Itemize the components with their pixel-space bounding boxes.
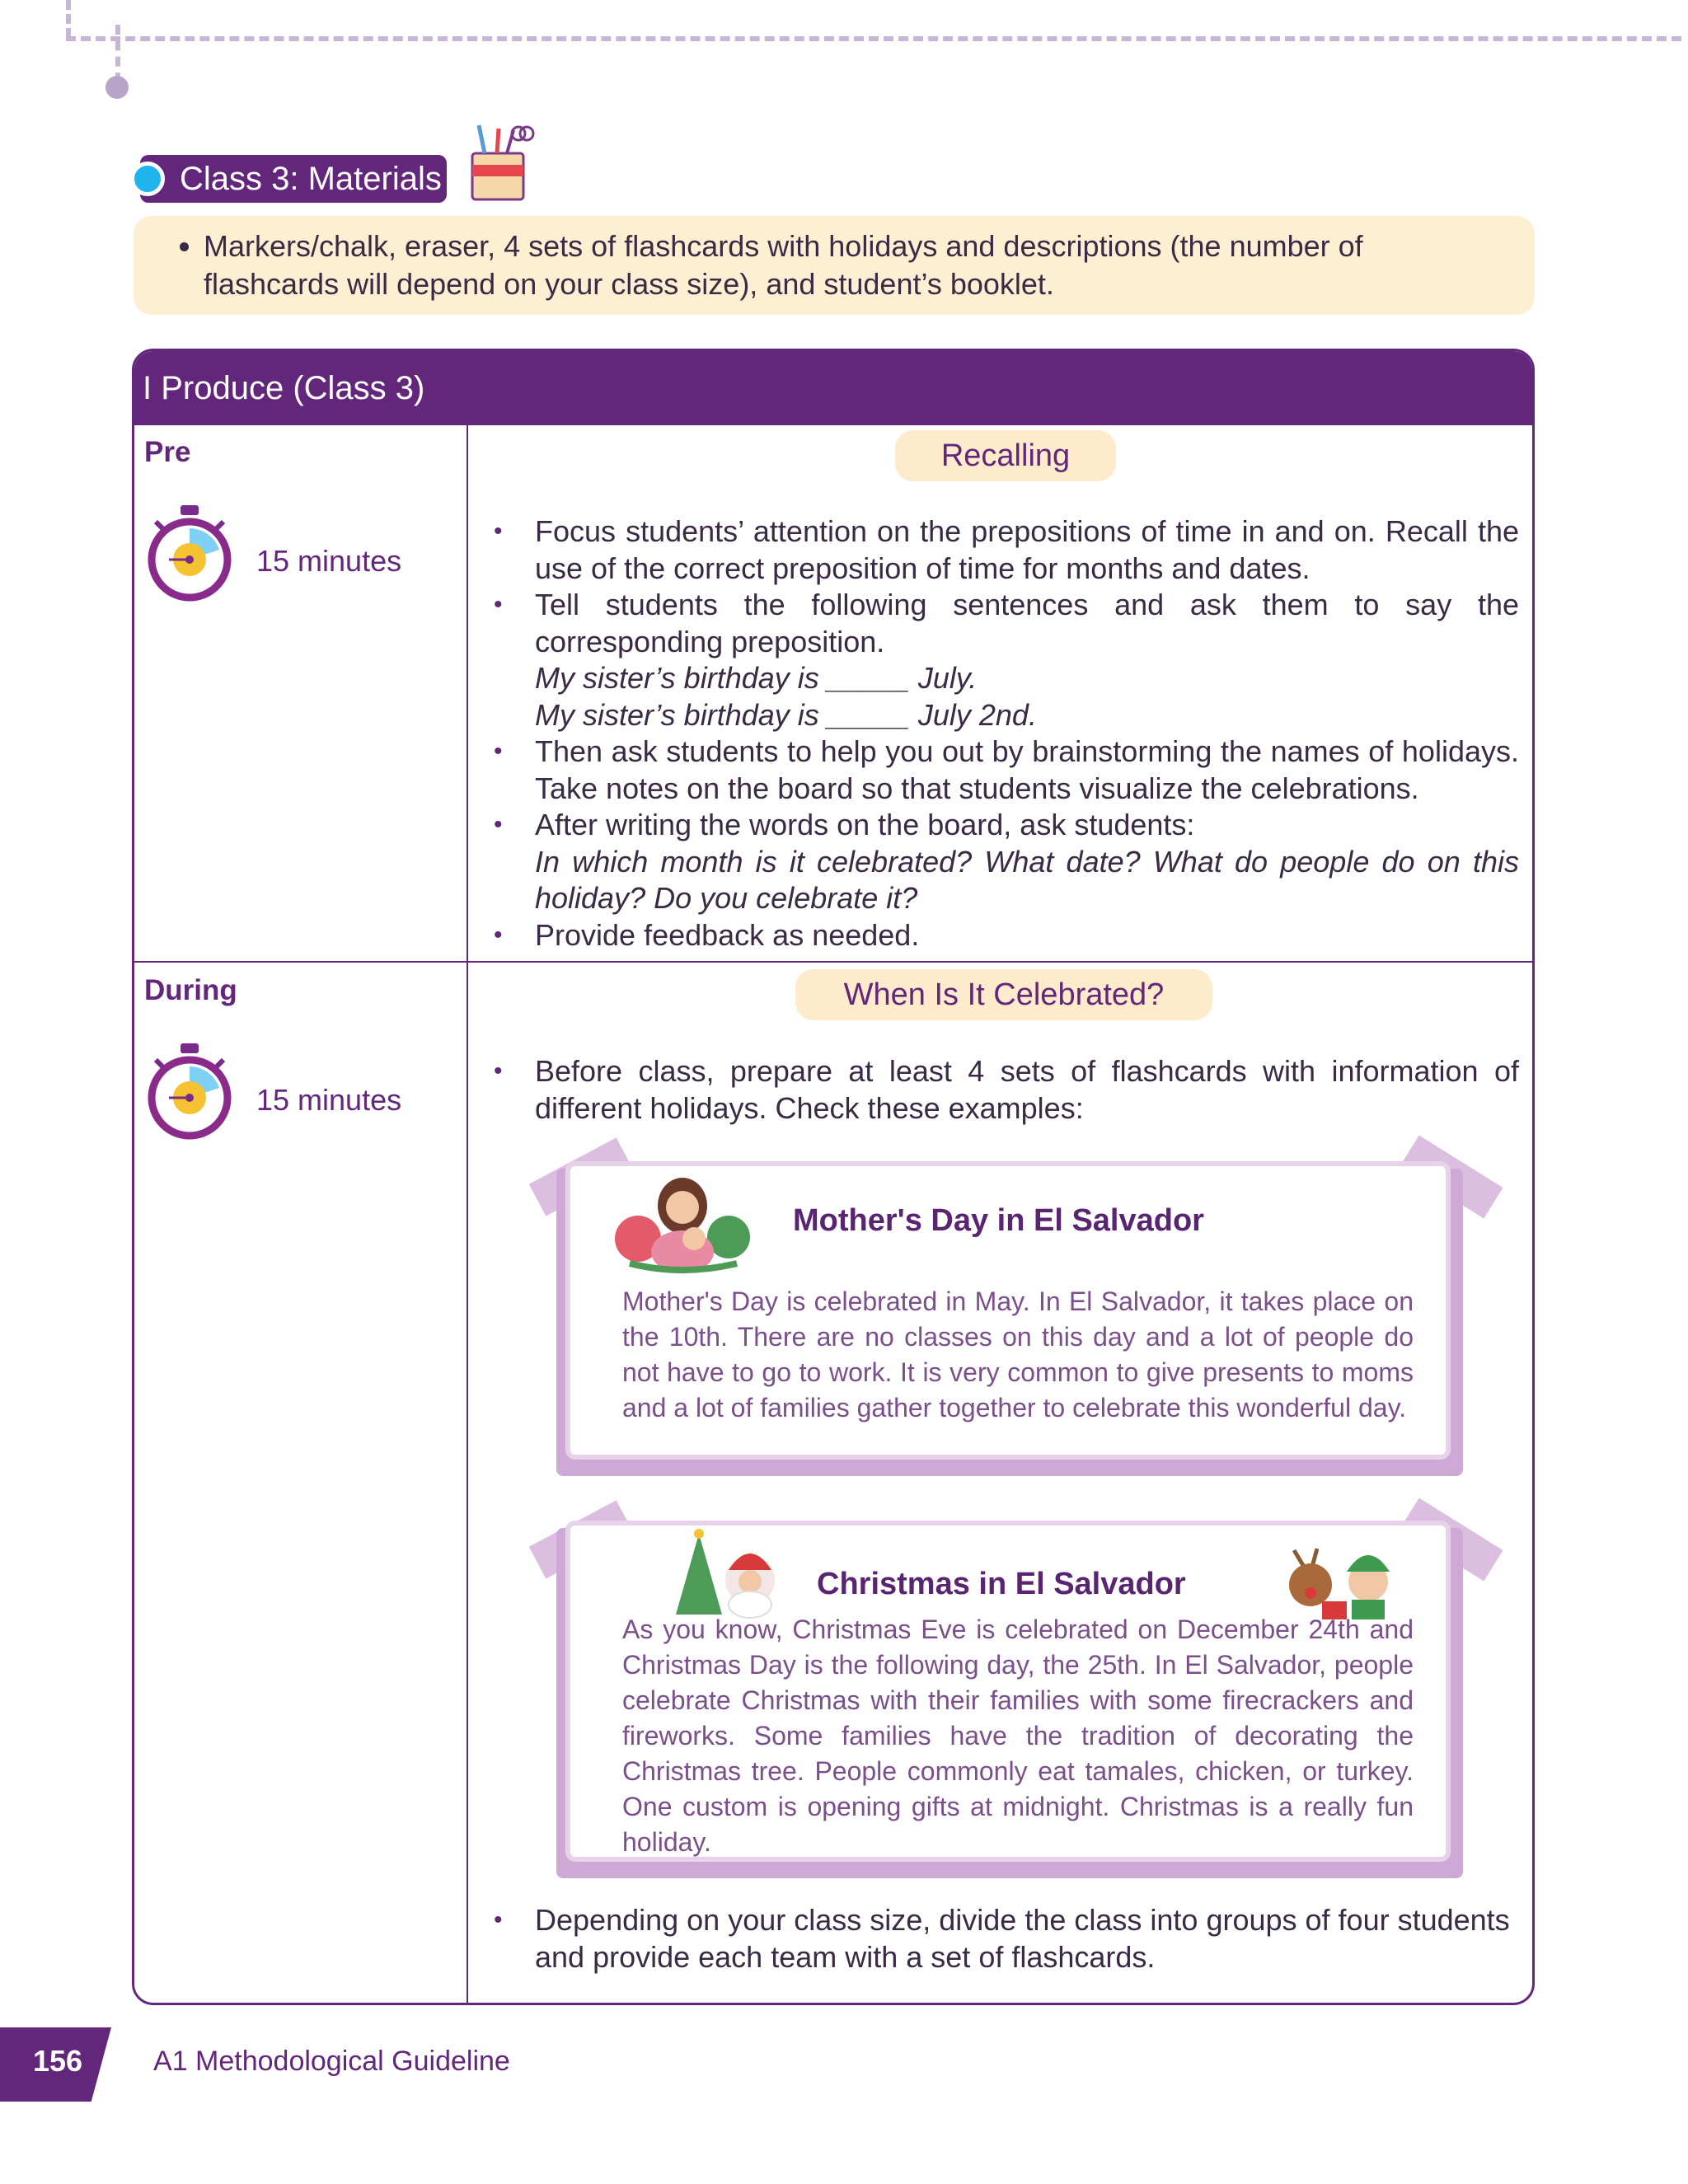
materials-box: [134, 216, 1535, 315]
flashcard-mothers-day: [565, 1161, 1451, 1460]
list-item: • Depending on your class size, divide the class into groups of four students and provide each team with a set of flashcards.: [484, 1902, 1519, 1975]
during-duration: 15 minutes: [256, 1083, 402, 1117]
list-item: [484, 807, 1519, 917]
decorative-dashed-line: [66, 36, 1681, 41]
lesson-table: [132, 349, 1535, 2005]
row-divider: [134, 961, 1532, 963]
flashcard-text: Mother's Day is celebrated in May. In El Salvador, it takes place on the 10th. There are no classes on this day and a lot of people do not have to go to work. It is very common to give presents to moms and a lot of families gather together to celebrate this wonderful day.: [622, 1286, 1414, 1422]
list-item: • Before class, prepare at least 4 sets of flashcards with information of different holidays. Check these examples:: [484, 1053, 1519, 1127]
flashcard-christmas: [565, 1521, 1451, 1862]
pre-instructions: [484, 513, 1519, 954]
pre-activity-title: Recalling: [895, 430, 1116, 481]
mother-and-child-illustration: [613, 1173, 752, 1275]
reindeer-and-elf-illustration: [1279, 1534, 1403, 1619]
flashcard-title: Mother's Day in El Salvador: [793, 1203, 1204, 1238]
during-activity-title: When Is It Celebrated?: [795, 969, 1212, 1020]
example-sentence: My sister’s birthday is _____ July.: [535, 661, 978, 695]
decorative-dot: [106, 76, 129, 99]
during-instructions-continued: [484, 1902, 1519, 1975]
page-number: 156: [33, 2044, 83, 2078]
during-instructions: [484, 1053, 1519, 1127]
instruction-text: Tell students the following sentences and ask them to say the corresponding preposition.: [535, 588, 1519, 658]
christmas-tree-and-santa-illustration: [671, 1529, 785, 1621]
instruction-text: After writing the words on the board, ask students:: [535, 808, 1195, 841]
materials-item: • Markers/chalk, eraser, 4 sets of flashcards with holidays and descriptions (the number of flashcards will depend on your class size), and student’s booklet.: [204, 227, 1502, 303]
decorative-dashed-line-vertical-2: [115, 25, 120, 82]
example-sentence: My sister’s birthday is _____ July 2nd.: [535, 697, 1037, 732]
materials-bullet-dot: [130, 162, 165, 196]
list-item: [484, 587, 1519, 733]
flashcard-text: As you know, Christmas Eve is celebrated on December 24th and Christmas Day is the following day, the 25th. In El Salvador, people celebrate Christmas with their families with some firecrackers and fireworks. Some families have the tradition of decorating the Christmas tree. People commonly eat tamales, chicken, or turkey. One custom is opening gifts at midnight. Christmas is a really fun holiday.: [622, 1615, 1414, 1857]
column-divider: [467, 425, 468, 2005]
example-questions: In which month is it celebrated? What date? What do people do on this holiday? Do you celebrate it?: [535, 844, 1519, 915]
stopwatch-icon: [144, 504, 235, 602]
list-item: • Focus students’ attention on the prepositions of time in and on. Recall the use of the correct preposition of time for months and dates.: [484, 513, 1519, 587]
flashcard-title: Christmas in El Salvador: [817, 1567, 1186, 1601]
materials-title: Class 3: Materials: [140, 155, 447, 203]
stopwatch-icon: [144, 1042, 235, 1141]
table-title: I Produce (Class 3): [134, 351, 1532, 425]
stage-during-label: During: [144, 974, 237, 1006]
pre-duration: 15 minutes: [256, 544, 402, 578]
stationery-cup-icon: [456, 122, 538, 204]
footer-guide-title: A1 Methodological Guideline: [153, 2046, 510, 2077]
stage-pre-label: Pre: [144, 436, 191, 468]
list-item: • Then ask students to help you out by brainstorming the names of holidays. Take notes on the board so that students visualize the celebrations.: [484, 733, 1519, 807]
decorative-dashed-line-vertical: [66, 0, 71, 38]
list-item: • Provide feedback as needed.: [484, 917, 1519, 954]
